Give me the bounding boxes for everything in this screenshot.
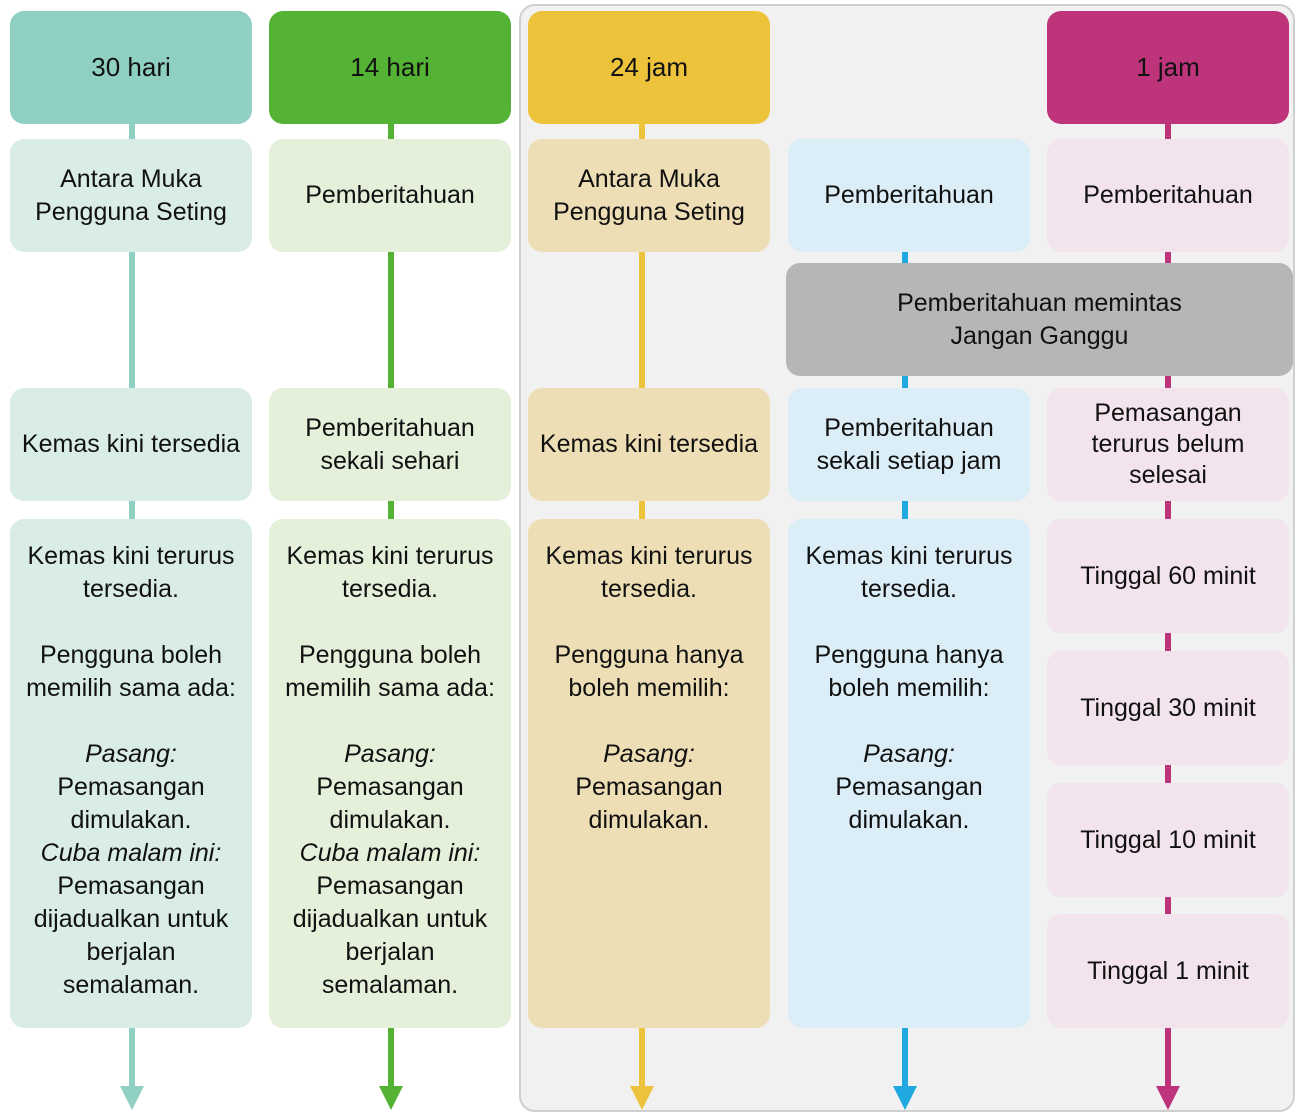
step-label: Pemasangan terurus belum selesai: [1091, 399, 1245, 489]
header-30-days: [10, 11, 252, 124]
step-notification: [269, 139, 511, 252]
step-update-available: [10, 388, 252, 501]
option-label: Cuba malam ini:: [299, 839, 481, 867]
step-pending-install: [1047, 388, 1289, 501]
detail-text: Pengguna boleh memilih sama ada:: [285, 641, 495, 702]
header-1-hour: [1047, 11, 1289, 124]
option-text: Pemasangan dijadualkan untuk berjalan semalaman.: [33, 872, 229, 999]
header-24-hours: [528, 11, 770, 124]
countdown-label: Tinggal 30 minit: [1080, 693, 1256, 722]
countdown-60-min: [1047, 519, 1289, 633]
detail-24-hours: [528, 519, 770, 1028]
step-settings-ui: [528, 139, 770, 252]
detail-text: Kemas kini terurus tersedia.: [286, 542, 494, 603]
arrow-down-icon: [893, 1086, 917, 1110]
countdown-label: Tinggal 60 minit: [1080, 561, 1256, 590]
countdown-1-min: [1047, 914, 1289, 1028]
detail-text: Kemas kini terurus tersedia.: [545, 542, 753, 603]
option-label: Pasang:: [344, 740, 436, 768]
detail-text: Kemas kini terurus tersedia.: [805, 542, 1013, 603]
header-label: 1 jam: [1136, 52, 1200, 82]
header-label: 30 hari: [91, 52, 171, 82]
countdown-30-min: [1047, 651, 1289, 765]
detail-text: Pengguna hanya boleh memilih:: [554, 641, 744, 702]
step-update-available: [528, 388, 770, 501]
detail-14-days: [269, 519, 511, 1028]
detail-30-days: [10, 519, 252, 1028]
step-label: Pemberitahuan sekali sehari: [305, 413, 475, 475]
header-14-days: [269, 11, 511, 124]
step-label: Pemberitahuan: [824, 181, 994, 209]
arrow-down-icon: [120, 1086, 144, 1110]
option-label: Cuba malam ini:: [40, 839, 222, 867]
option-label: Pasang:: [85, 740, 177, 768]
step-label: Kemas kini tersedia: [21, 430, 241, 458]
step-notification: [1047, 139, 1289, 252]
step-label: Pemberitahuan: [305, 181, 475, 209]
step-label: Kemas kini tersedia: [539, 430, 759, 458]
header-label: 14 hari: [350, 52, 430, 82]
arrow-down-icon: [630, 1086, 654, 1110]
option-label: Pasang:: [603, 740, 695, 768]
step-label: Antara Muka Pengguna Seting: [553, 164, 745, 226]
option-text: Pemasangan dimulakan.: [57, 773, 205, 834]
dnd-label: Pemberitahuan memintas Jangan Ganggu: [897, 288, 1182, 350]
detail-text: Kemas kini terurus tersedia.: [27, 542, 235, 603]
dnd-override-box: [786, 263, 1293, 376]
option-label: Pasang:: [863, 740, 955, 768]
detail-text: Pengguna boleh memilih sama ada:: [26, 641, 236, 702]
step-daily-notification: [269, 388, 511, 501]
countdown-label: Tinggal 10 minit: [1080, 825, 1256, 854]
header-label: 24 jam: [609, 52, 689, 82]
option-text: Pemasangan dimulakan.: [575, 773, 723, 834]
step-hourly-notification: [788, 388, 1030, 501]
step-label: Pemberitahuan: [1083, 181, 1253, 209]
step-settings-ui: [10, 139, 252, 252]
detail-hourly: [788, 519, 1030, 1028]
option-text: Pemasangan dijadualkan untuk berjalan semalaman.: [292, 872, 488, 999]
countdown-label: Tinggal 1 minit: [1087, 956, 1249, 985]
detail-text: Pengguna hanya boleh memilih:: [814, 641, 1004, 702]
countdown-10-min: [1047, 783, 1289, 897]
option-text: Pemasangan dimulakan.: [316, 773, 464, 834]
arrow-down-icon: [379, 1086, 403, 1110]
step-label: Antara Muka Pengguna Seting: [35, 164, 227, 226]
arrow-down-icon: [1156, 1086, 1180, 1110]
option-text: Pemasangan dimulakan.: [835, 773, 983, 834]
step-notification: [788, 139, 1030, 252]
step-label: Pemberitahuan sekali setiap jam: [816, 413, 1002, 475]
